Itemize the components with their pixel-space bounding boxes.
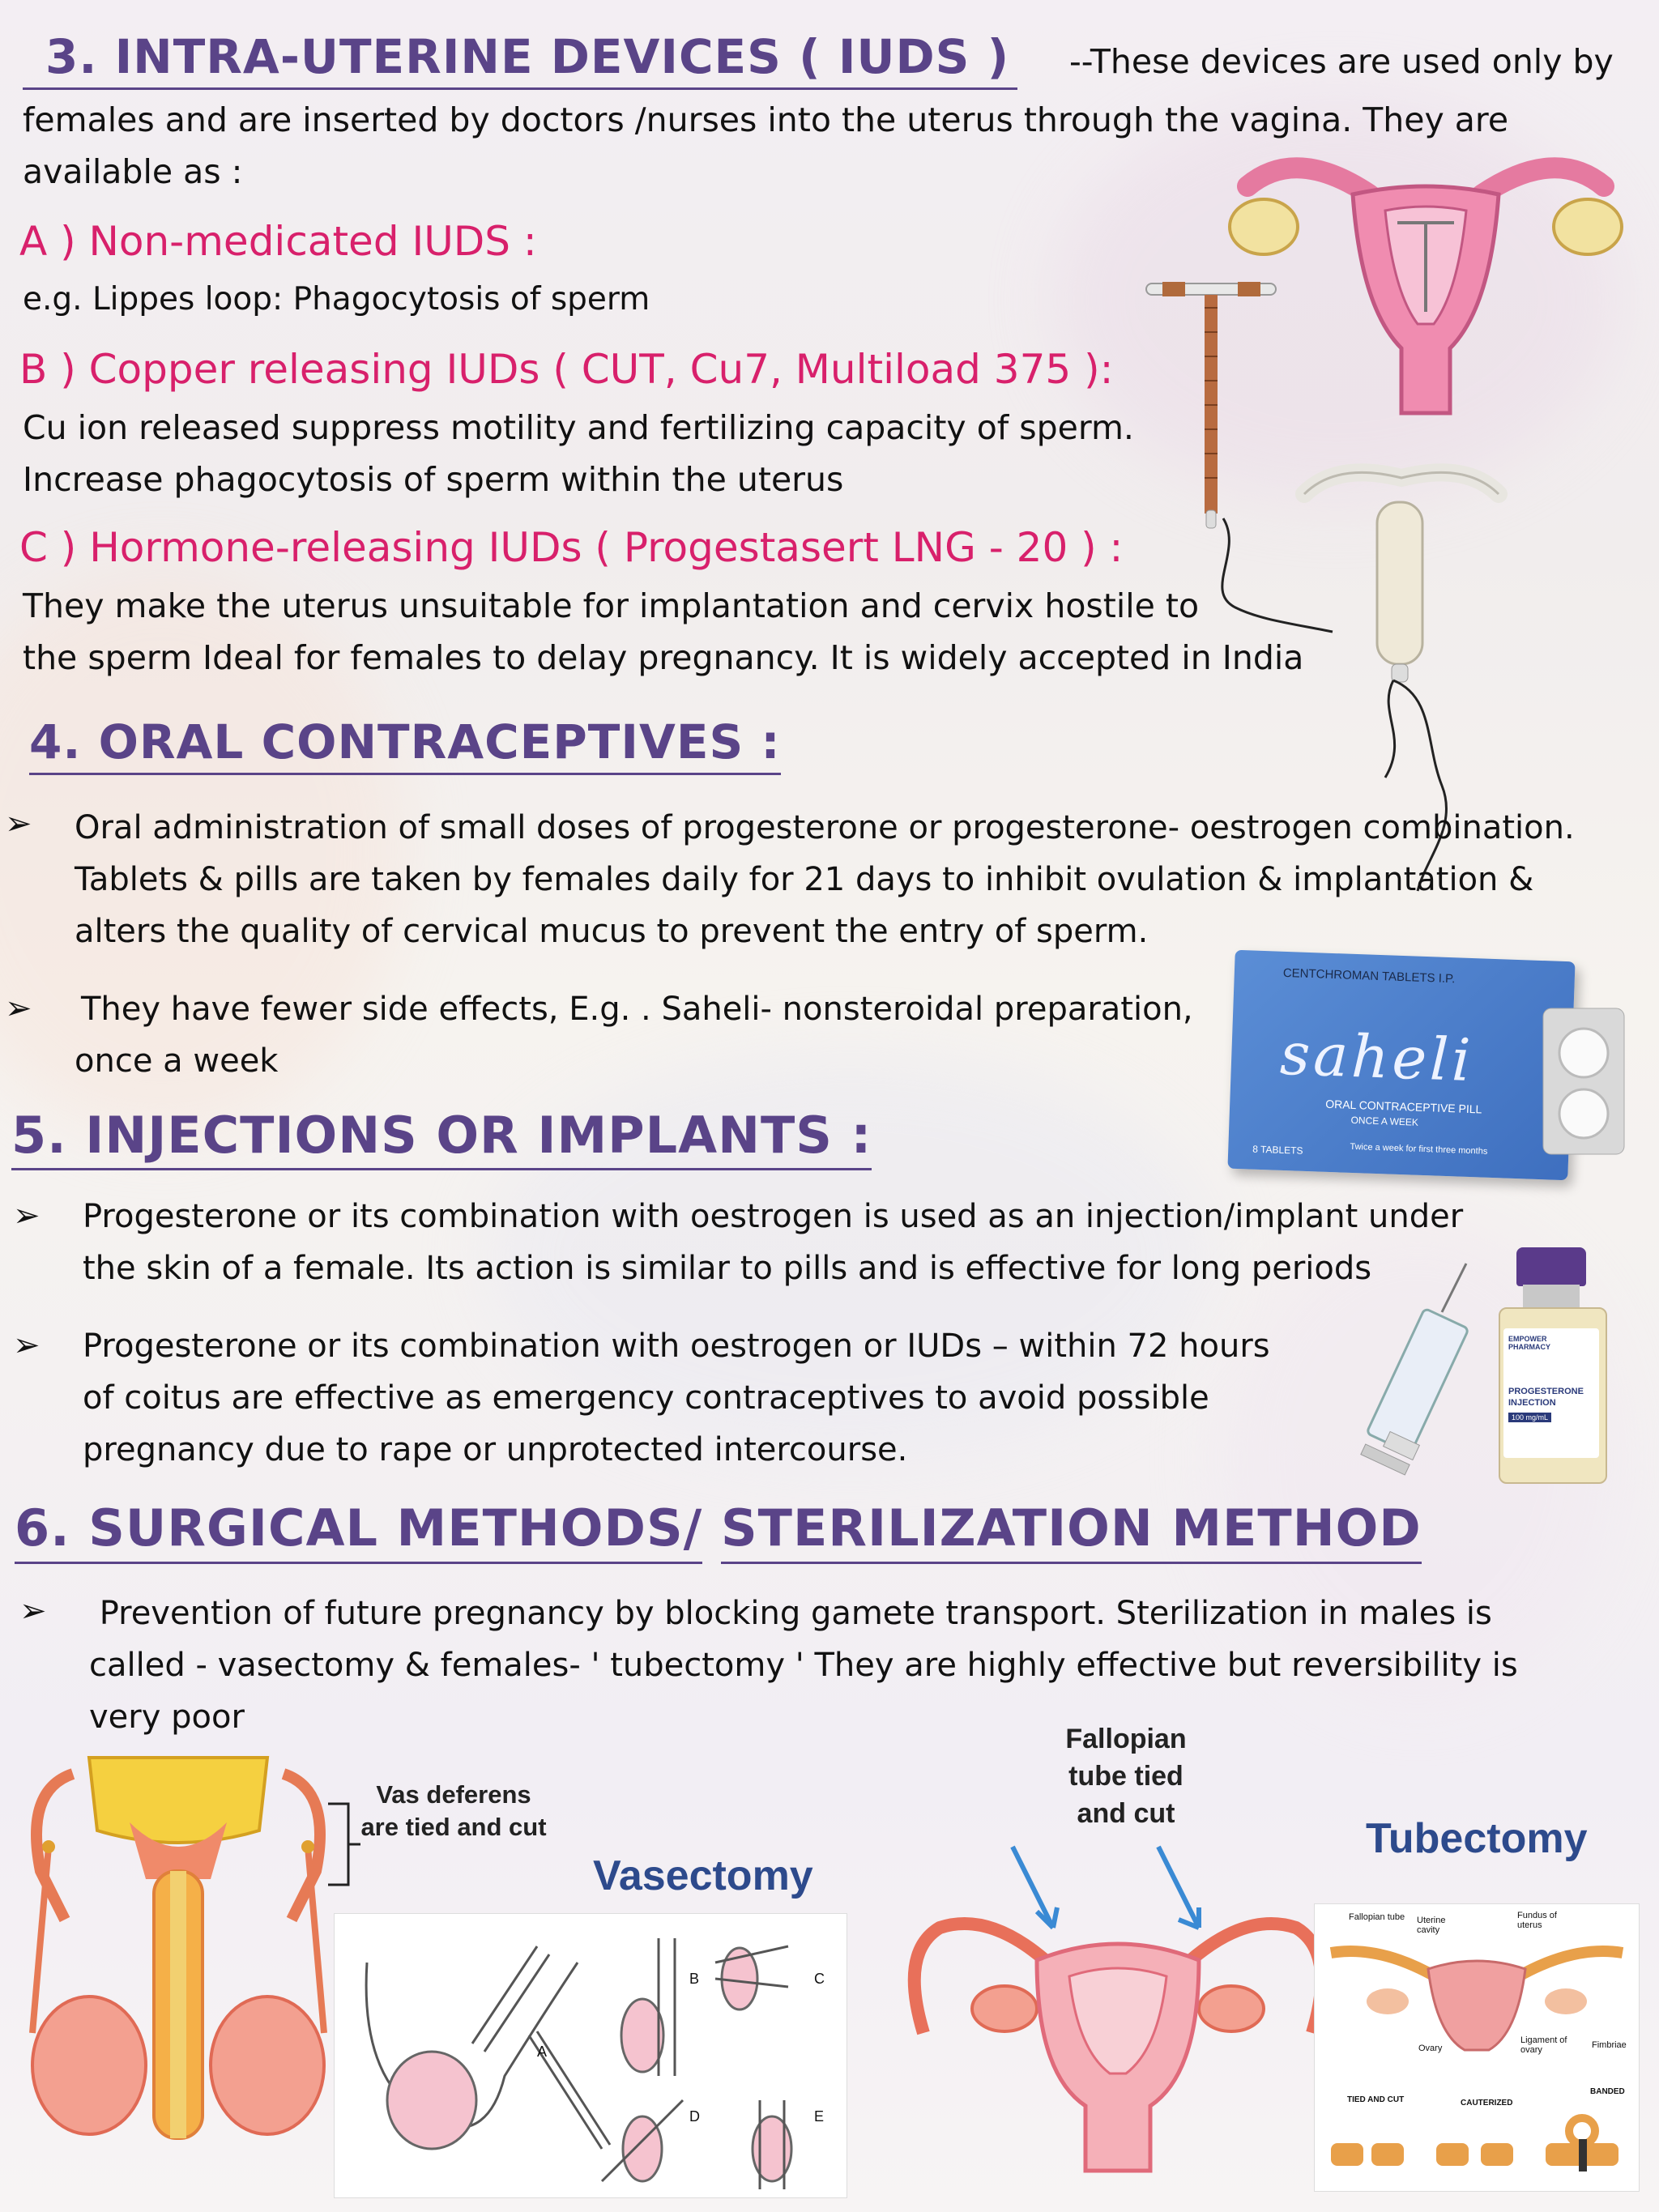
step-label-e: E	[814, 2108, 825, 2125]
inj-b1-line1: Progesterone or its combination with oestrogen is used as an injection/implant under	[83, 1198, 1464, 1235]
iud-b-title: B ) Copper releasing IUDs ( CUT, Cu7, Multiload 375 ):	[19, 346, 1114, 393]
iud-a-text: e.g. Lippes loop: Phagocytosis of sperm	[23, 281, 650, 318]
saheli-box	[1227, 950, 1575, 1180]
tub-label-ligament: Ligament of ovary	[1520, 2035, 1567, 2055]
vial-conc: 100 mg/mL	[1508, 1413, 1551, 1422]
pill-blister	[1539, 1004, 1628, 1158]
iud-a-title: A ) Non-medicated IUDS :	[19, 218, 537, 265]
tub-label-fundus: Fundus of uterus	[1517, 1911, 1557, 1930]
male-reproductive-illustration	[16, 1741, 340, 2195]
surg-b1-line2: called - vasectomy & females- ' tubectomy ' They are highly effective but reversibility is	[89, 1647, 1518, 1684]
vas-label-bracket	[328, 1800, 360, 1889]
surgical-heading-b: STERILIZATION METHOD	[721, 1495, 1422, 1564]
hormonal-iud	[1288, 445, 1515, 688]
tub-label-uterine: Uterine cavity	[1417, 1916, 1446, 1935]
step-label-d: D	[689, 2108, 700, 2125]
iud-c-title: C ) Hormone-releasing IUDs ( Progestasert LNG - 20 ) :	[19, 524, 1124, 571]
uterus-illustration	[1231, 138, 1620, 429]
oral-b2-line1: They have fewer side effects, E.g. . Saheli- nonsteroidal preparation,	[81, 991, 1193, 1028]
vasectomy-steps-panel	[334, 1913, 847, 2198]
vial-brand: EMPOWER PHARMACY	[1508, 1335, 1551, 1351]
tub-label-banded: BANDED	[1590, 2087, 1625, 2096]
surg-b1-line1: Prevention of future pregnancy by blocking gamete transport. Sterilization in males is	[89, 1595, 1492, 1632]
tubectomy-steps-panel	[1314, 1903, 1640, 2192]
saheli-sub: ORAL CONTRACEPTIVE PILL	[1324, 1097, 1482, 1116]
oral-b1-line2: Tablets & pills are taken by females daily for 21 days to inhibit ovulation & implantation &	[75, 861, 1534, 898]
vasectomy-title: Vasectomy	[593, 1852, 813, 1899]
bullet-marker: ➢	[5, 990, 32, 1027]
oral-b2-line2: once a week	[75, 1042, 279, 1080]
tub-label-tied: TIED AND CUT	[1347, 2095, 1405, 2104]
saheli-note: Twice a week for first three months	[1350, 1141, 1488, 1157]
iud-heading: 3. INTRA-UTERINE DEVICES ( IUDS )	[23, 26, 1017, 90]
iud-intro-line2: females and are inserted by doctors /nurses into the uterus through the vagina. They are	[23, 100, 1509, 139]
step-label-b: B	[689, 1971, 700, 1987]
bullet-marker: ➢	[13, 1197, 41, 1234]
saheli-brand: saheli	[1278, 1019, 1475, 1095]
saheli-count: 8 TABLETS	[1252, 1143, 1303, 1157]
tub-label-fallopian: Fallopian tube	[1349, 1912, 1405, 1922]
inj-b2-line2: of coitus are effective as emergency contraceptives to avoid possible	[83, 1379, 1209, 1417]
copper-t-iud	[1142, 267, 1280, 535]
saheli-sub2: ONCE A WEEK	[1350, 1114, 1419, 1128]
tub-label-ovary: Ovary	[1418, 2044, 1443, 2053]
inj-b1-line2: the skin of a female. Its action is similar to pills and is effective for long periods	[83, 1250, 1372, 1287]
tub-label-fimbriae: Fimbriae	[1592, 2040, 1627, 2050]
vial-label1: PROGESTERONE	[1508, 1387, 1584, 1396]
saheli-box-top: CENTCHROMAN TABLETS I.P.	[1282, 965, 1456, 987]
progesterone-vial	[1499, 1247, 1604, 1482]
oral-b1-line1: Oral administration of small doses of progesterone or progesterone- oestrogen combination.	[75, 809, 1575, 846]
bullet-marker: ➢	[19, 1592, 47, 1630]
surg-b1-line3: very poor	[89, 1698, 245, 1736]
inj-b2-line3: pregnancy due to rape or unprotected intercourse.	[83, 1431, 908, 1468]
vas-deferens-label: Vas deferens are tied and cut	[360, 1780, 547, 1841]
tub-label-cauterized: CAUTERIZED	[1461, 2099, 1513, 2108]
bullet-marker: ➢	[13, 1327, 41, 1364]
tubectomy-title: Tubectomy	[1366, 1815, 1588, 1862]
oral-heading: 4. ORAL CONTRACEPTIVES :	[29, 711, 781, 775]
syringe	[1345, 1255, 1491, 1482]
iud-lead: --These devices are used only by	[1069, 42, 1614, 81]
step-label-c: C	[814, 1971, 825, 1987]
iud-c-text1: They make the uterus unsuitable for implantation and cervix hostile to	[23, 586, 1200, 625]
iud-c-text2: the sperm Ideal for females to delay pregnancy. It is widely accepted in India	[23, 638, 1304, 677]
inj-b2-line1: Progesterone or its combination with oestrogen or IUDs – within 72 hours	[83, 1328, 1270, 1365]
oral-b1-line3: alters the quality of cervical mucus to prevent the entry of sperm.	[75, 913, 1149, 950]
iud-intro-line3: available as :	[23, 152, 243, 191]
surgical-heading-a: 6. SURGICAL METHODS/	[15, 1495, 702, 1564]
female-reproductive-illustration	[891, 1766, 1345, 2187]
iud-b-text1: Cu ion released suppress motility and fertilizing capacity of sperm.	[23, 408, 1134, 447]
bullet-marker: ➢	[5, 805, 32, 842]
injections-heading: 5. INJECTIONS OR IMPLANTS :	[11, 1103, 872, 1170]
fallopian-label: Fallopian tube tied and cut	[1065, 1724, 1187, 1829]
iud-b-text2: Increase phagocytosis of sperm within the uterus	[23, 460, 844, 499]
vial-label2: INJECTION	[1508, 1398, 1556, 1408]
step-label-a: A	[537, 2044, 548, 2060]
